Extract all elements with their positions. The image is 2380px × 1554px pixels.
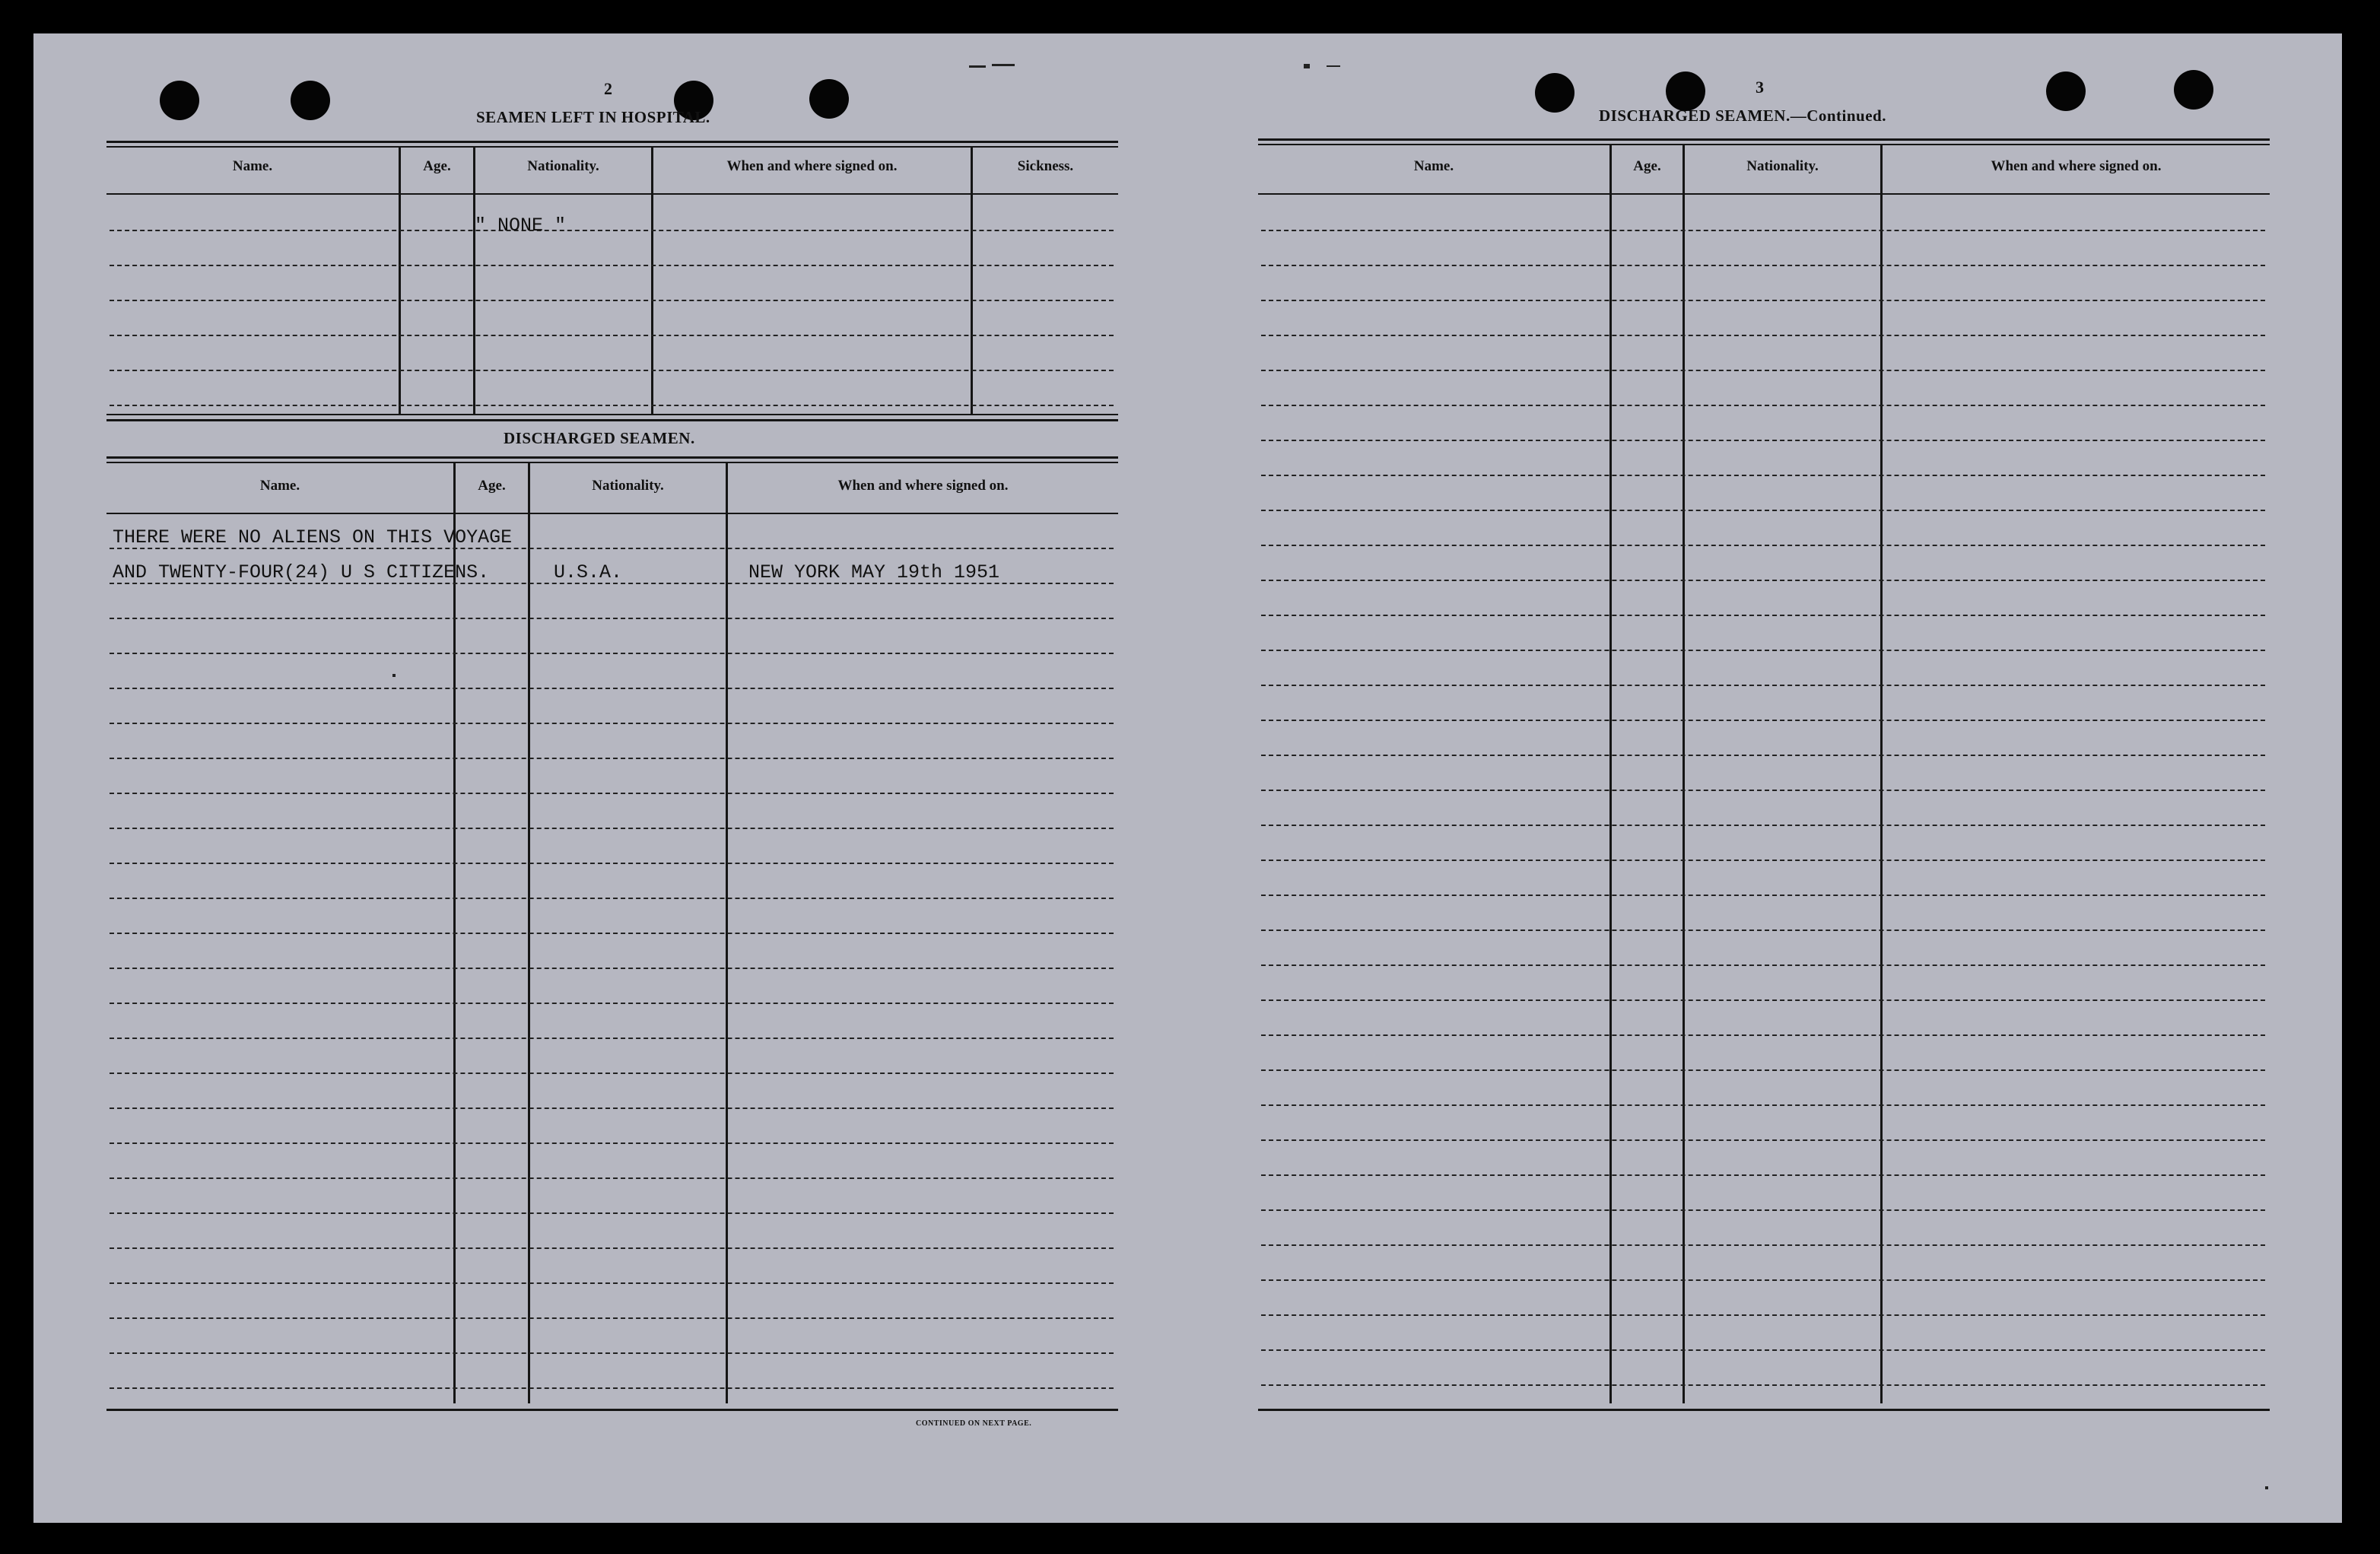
- entry-line: [1261, 370, 2265, 371]
- entry-line: [110, 265, 1114, 266]
- punch-hole: [2174, 70, 2213, 110]
- entry-line: [110, 688, 1114, 689]
- discharged-entry-nationality: U.S.A.: [554, 561, 623, 583]
- entry-line: [1261, 580, 2265, 581]
- document-sheet: [33, 33, 2342, 1523]
- speck: [392, 674, 396, 677]
- speck: [992, 64, 1015, 66]
- column-header-age: Age.: [478, 478, 506, 494]
- entry-line: [1261, 964, 2265, 966]
- discharged-section-title: DISCHARGED SEAMEN.: [504, 429, 695, 447]
- punch-hole: [809, 79, 849, 119]
- hospital-section-title: SEAMEN LEFT IN HOSPITAL.: [476, 108, 710, 126]
- entry-line: [1261, 755, 2265, 756]
- entry-line: [1261, 860, 2265, 861]
- entry-line: [1261, 1279, 2265, 1281]
- column-header-name: Name.: [232, 158, 273, 174]
- entry-line: [1261, 895, 2265, 896]
- entry-line: [110, 300, 1114, 301]
- page-number: 3: [1756, 78, 1764, 97]
- entry-line: [110, 230, 1114, 231]
- column-divider: [971, 148, 973, 414]
- entry-line: [110, 1142, 1114, 1144]
- entry-line: [1261, 825, 2265, 826]
- entry-line: [110, 335, 1114, 336]
- column-header-nationality: Nationality.: [527, 158, 599, 174]
- column-header-signed-on: When and where signed on.: [726, 158, 898, 174]
- entry-line: [1261, 1174, 2265, 1176]
- table-rule: [106, 1409, 1118, 1411]
- entry-line: [1261, 1209, 2265, 1211]
- table-rule: [106, 146, 1118, 148]
- entry-line: [1261, 720, 2265, 721]
- entry-line: [1261, 545, 2265, 546]
- continued-note: CONTINUED ON NEXT PAGE.: [916, 1419, 1032, 1428]
- entry-line: [110, 653, 1114, 654]
- entry-line: [1261, 475, 2265, 476]
- entry-line: [110, 793, 1114, 794]
- entry-line: [1261, 930, 2265, 931]
- entry-line: [110, 1073, 1114, 1074]
- entry-line: [1261, 1034, 2265, 1036]
- punch-hole: [1535, 73, 1574, 113]
- table-rule: [106, 193, 1118, 195]
- entry-line: [1261, 1349, 2265, 1351]
- entry-line: [1261, 1139, 2265, 1141]
- discharged-entry-signed-on: NEW YORK MAY 19th 1951: [748, 561, 1000, 583]
- entry-line: [1261, 405, 2265, 406]
- column-header-name: Name.: [259, 478, 300, 494]
- entry-line: [110, 863, 1114, 864]
- column-header-age: Age.: [1633, 158, 1661, 174]
- entry-line: [110, 898, 1114, 899]
- column-header-nationality: Nationality.: [1746, 158, 1819, 174]
- entry-line: [1261, 1244, 2265, 1246]
- entry-line: [110, 370, 1114, 371]
- entry-line: [1261, 1104, 2265, 1106]
- table-rule: [106, 513, 1118, 514]
- punch-hole: [291, 81, 330, 120]
- column-header-signed-on: When and where signed on.: [1991, 158, 2162, 174]
- table-rule: [1258, 193, 2270, 195]
- table-rule: [106, 414, 1118, 415]
- entry-line: [110, 1387, 1114, 1389]
- entry-line: [110, 1317, 1114, 1319]
- column-header-signed-on: When and where signed on.: [837, 478, 1009, 494]
- entry-line: [110, 968, 1114, 969]
- entry-line: [1261, 1314, 2265, 1316]
- entry-line: [1261, 510, 2265, 511]
- entry-line: [110, 405, 1114, 406]
- entry-line: [110, 1212, 1114, 1214]
- punch-hole: [2046, 72, 2086, 111]
- speck: [1327, 65, 1340, 67]
- column-divider: [399, 148, 401, 414]
- discharged-entry-line2: AND TWENTY-FOUR(24) U S CITIZENS.: [113, 561, 490, 583]
- table-rule: [106, 141, 1118, 143]
- entry-line: [1261, 999, 2265, 1001]
- entry-line: [110, 1003, 1114, 1004]
- speck: [2265, 1486, 2268, 1489]
- column-header-age: Age.: [423, 158, 451, 174]
- entry-line: [1261, 1384, 2265, 1386]
- entry-line: [110, 828, 1114, 829]
- table-rule: [1258, 138, 2270, 141]
- entry-line: [1261, 685, 2265, 686]
- entry-line: [1261, 1069, 2265, 1071]
- punch-hole: [1666, 72, 1705, 111]
- entry-line: [110, 1038, 1114, 1039]
- entry-line: [110, 1282, 1114, 1284]
- table-rule: [1258, 1409, 2270, 1411]
- column-divider: [473, 148, 475, 414]
- discharged-entry-line1: THERE WERE NO ALIENS ON THIS VOYAGE: [113, 526, 513, 548]
- discharged-continued-title: DISCHARGED SEAMEN.—Continued.: [1599, 106, 1886, 125]
- speck: [969, 65, 986, 68]
- entry-line: [1261, 615, 2265, 616]
- entry-line: [1261, 440, 2265, 441]
- entry-line: [110, 1177, 1114, 1179]
- column-header-nationality: Nationality.: [592, 478, 664, 494]
- table-rule: [1258, 144, 2270, 145]
- entry-line: [110, 1352, 1114, 1354]
- entry-line: [110, 1108, 1114, 1109]
- table-rule: [106, 456, 1118, 459]
- entry-line: [110, 758, 1114, 759]
- table-rule: [106, 462, 1118, 463]
- column-header-name: Name.: [1413, 158, 1454, 174]
- entry-line: [1261, 230, 2265, 231]
- hospital-entry-none: " NONE ": [475, 215, 567, 237]
- speck: [1304, 64, 1310, 68]
- column-divider: [651, 148, 653, 414]
- punch-hole: [160, 81, 199, 120]
- entry-line: [110, 1247, 1114, 1249]
- entry-line: [110, 723, 1114, 724]
- page-number: 2: [604, 79, 612, 98]
- entry-line: [110, 933, 1114, 934]
- table-rule: [106, 419, 1118, 421]
- entry-line: [110, 618, 1114, 619]
- entry-line: [1261, 790, 2265, 791]
- entry-line: [1261, 300, 2265, 301]
- column-header-sickness: Sickness.: [1017, 158, 1074, 174]
- entry-line: [1261, 335, 2265, 336]
- entry-line: [1261, 650, 2265, 651]
- entry-line: [1261, 265, 2265, 266]
